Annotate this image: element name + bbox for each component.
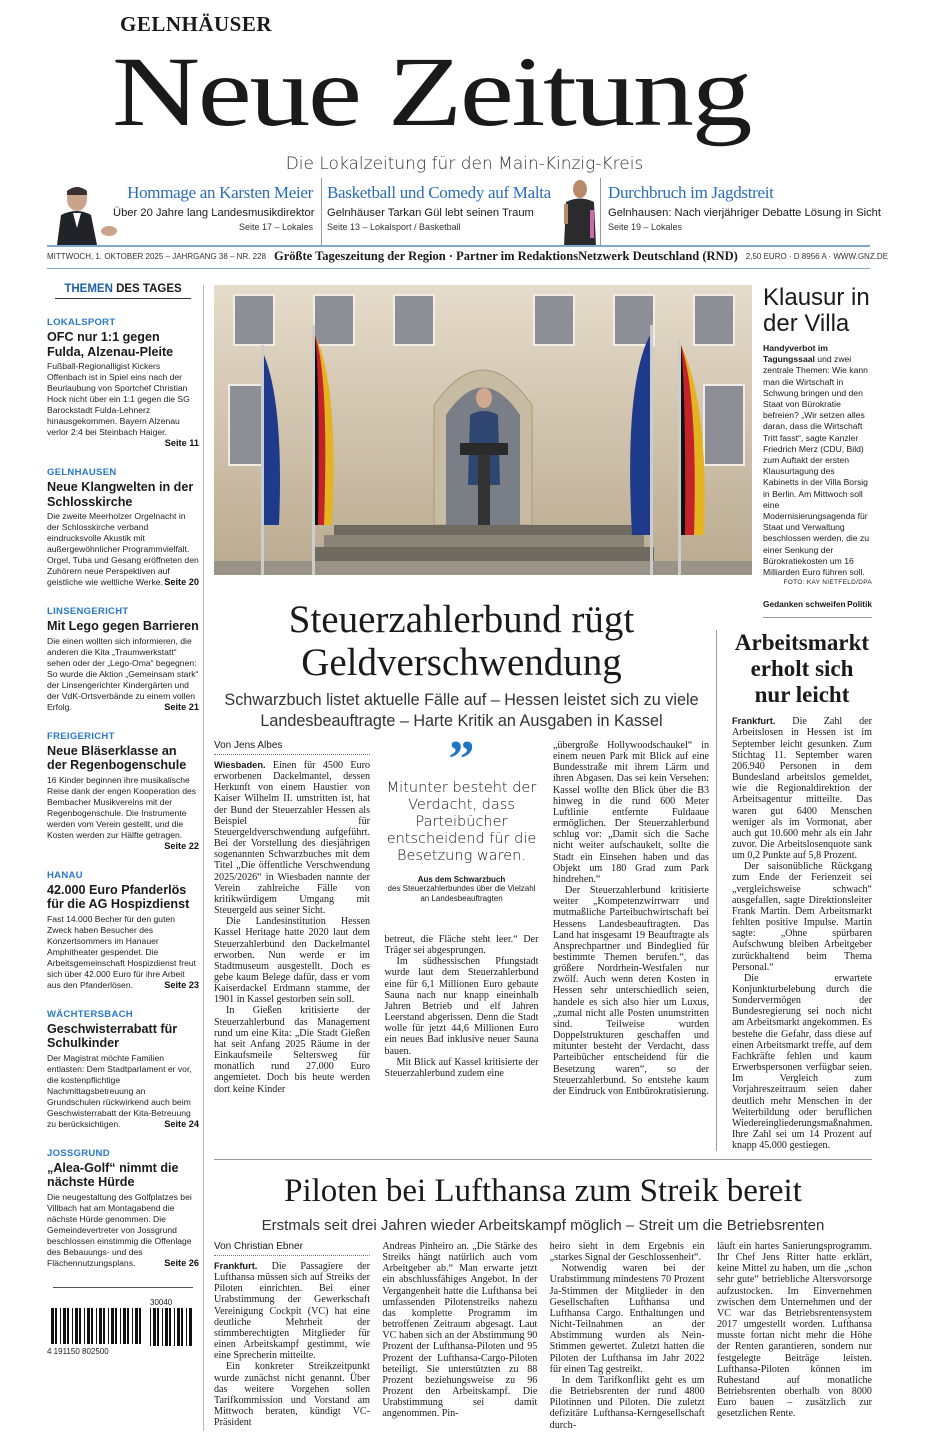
paragraph: betreut, die Fläche steht leer.“ Der Träger sei abgesprungen. <box>384 934 539 957</box>
lead-article <box>214 598 709 1097</box>
teaser-sub: Gelnhäuser Tarkan Gül lebt seinen Traum <box>327 207 534 219</box>
barcode-bar <box>75 1308 78 1344</box>
barcode-bar <box>162 1308 163 1346</box>
item-page[interactable]: Seite 20 <box>164 577 199 587</box>
teaser-headline[interactable]: Durchbruch im Jagdstreit <box>608 183 774 202</box>
item-page[interactable]: Seite 21 <box>164 701 199 712</box>
teaser-sub: Über 20 Jahre lang Landesmusikdirektor <box>113 207 315 219</box>
barcode-bar <box>132 1308 133 1344</box>
strike-column-2 <box>382 1241 537 1420</box>
teaser-headline[interactable]: Hommage an Karsten Meier <box>127 183 313 202</box>
lead-photo[interactable] <box>214 285 752 575</box>
teaser-photo-guel <box>560 178 598 246</box>
barcode-number: 4 191150 802500 <box>47 1346 109 1356</box>
paragraph: Notwendig waren bei der Urabstimmung mindestens 70 Prozent Ja-Stimmen der Mitglieder in den Gesellschaften Lufthansa und Lufthansa Cargo. Enthaltungen und Nicht-Teilnahmen an der Abstimmung wurden als Nein-Stimmen gewertet. Zuletzt hatten die Piloten der Lufthansa im Jahr 2022 für einen Tag gestreikt. <box>549 1263 705 1375</box>
divider <box>203 285 204 1431</box>
paragraph: Ein konkreter Streikzeitpunkt wurde zunächst nicht genannt. Über das weitere Vorgehen sollen Tarifkommission und Vorstand am Mittwoch beraten, kündigt VC-Präsident <box>214 1361 370 1429</box>
barcode-bar <box>123 1308 126 1344</box>
photo-story <box>763 285 872 618</box>
divider <box>600 178 601 246</box>
teaser-page: Seite 13 – Lokalsport / Basketball <box>327 222 461 232</box>
teaser-2[interactable] <box>327 183 557 245</box>
footer-section[interactable]: Politik <box>847 599 872 610</box>
item-text: Fußball-Regionalligist Kickers Offenbach ist in Spiel eins nach der Beurlaubung von Sportchef Christian Hock nicht über ein 1:1 gegen die SG Barockstadt Fulda-Lehnerz hinausgekommen. Bayern Alzenau verlor 2:4 bei Steinbach Haiger. Seite 11 <box>47 361 199 448</box>
labor-headline[interactable]: Arbeitsmarkt erholt sich nur leicht <box>734 630 870 708</box>
masthead-title: Neue Zeitung <box>112 36 751 147</box>
person-photo-icon <box>47 183 120 245</box>
barcode-bar <box>139 1308 141 1344</box>
barcode-bar <box>72 1308 73 1344</box>
barcode-bar <box>153 1308 156 1346</box>
barcode-bar <box>174 1308 175 1346</box>
barcode-bar <box>165 1308 168 1346</box>
info-bar <box>47 249 889 264</box>
rule <box>47 268 870 269</box>
barcode-bar <box>177 1308 180 1346</box>
labor-column <box>732 716 872 1151</box>
paragraph: Die Landesinstitution Hessen Kassel Heritage hatte 2020 laut dem Steuerzahlerbund den Dackelmantel erworben. Nun werde er im Stadtmuseum ausgestellt. Doch es gebe kaum Belege dafür, dass er vom Kaiserdackel Erdmann stamme, der 1901 in Kassel gestorben sein soll. <box>214 916 370 1006</box>
item-text: Fast 14.000 Becher für den guten Zweck haben Besucher des Konzertsommers im Hanauer Amphitheater gespendet. Die Arbeitsgemeinschaft Hospizdienst freut sich über 42.000 Euro für ihre Arbeit aus den Pfanderlösen. Seite 23 <box>47 913 199 990</box>
teaser-headline[interactable]: Basketball und Comedy auf Malta <box>327 183 551 202</box>
item-kicker: FREIGERICHT <box>47 730 115 742</box>
sidebar-item[interactable] <box>47 467 199 588</box>
paragraph: In dem Tarifkonflikt geht es um die Betriebsrenten der rund 4800 Pilotinnen und Piloten. Die zuletzt defizitäre Lufthansa-Kerngesellschaft durch- <box>549 1374 705 1431</box>
person-photo-icon <box>560 178 598 246</box>
photo-story-lead: Handyverbot im Tagungssaal <box>763 343 828 365</box>
teaser-photo-meier <box>47 183 120 245</box>
masthead-slogan: Die Lokalzeitung für den Main-Kinzig-Kreis <box>285 154 644 174</box>
lead-column-1 <box>214 740 370 1095</box>
paragraph: In Gießen kritisierte der Steuerzahlerbund das Management rund um eine Kita: „Die Stadt Gießen hat seit Anfang 2025 Räume in der Einkaufsmeile Seltersweg für monatlich rund 27.000 Euro angemietet. Doch bis heute werden dort keine Kinder <box>214 1005 370 1095</box>
lead-headline[interactable]: Steuerzahlerbund rügt Geldverschwendung <box>288 598 635 684</box>
paragraph: Wiesbaden. Einen für 4500 Euro erworbenen Dackelmantel, dessen Herkunft von einem Haustier von Kaiser Wilhelm II. umstritten ist, hat der Bund der Steuerzahler Hessen als Beispiel für Steuergeldverschwendung aufgeführt. Bei der Vorstellung des diesjährigen sogenannten Schwarzbuches mit dem Titel „Die öffentliche Verschwendung 2025/2026“ in Wiesbaden nannte der Verein zahlreiche Fälle von kritikwürdigem Umgang mit Steuergeld aus seiner Sicht. <box>214 760 370 917</box>
quote-mark-icon: ” <box>448 731 475 788</box>
barcode-bar <box>127 1308 129 1344</box>
item-headline[interactable]: 42.000 Euro Pfanderlös für die AG Hospizdienst <box>47 882 190 911</box>
price: 2,50 EURO · D 8956 A · WWW.GNZ.DE <box>745 252 889 261</box>
item-page[interactable]: Seite 23 <box>164 979 199 990</box>
strike-column-3 <box>550 1241 705 1431</box>
paragraph: Der saisonübliche Rückgang zum Ende der Ferienzeit sei „vergleichsweise schwach“ ausgefallen, sagte Direktionsleiter Frank Martin. Dem Arbeitsmarkt fehlten positive Impulse. Martin sagte: „Ohne spürbaren Aufschwung bleiben Arbeitgeber zurückhaltend beim Thema Personal.“ <box>732 861 872 973</box>
barcode-bar <box>79 1308 81 1344</box>
barcode-bar <box>169 1308 171 1346</box>
teaser-page: Seite 19 – Lokales <box>608 222 683 232</box>
item-page[interactable]: Seite 26 <box>164 1257 199 1268</box>
dateline: Frankfurt. <box>214 1261 258 1271</box>
barcode-bar <box>67 1308 69 1344</box>
barcode-bar <box>84 1308 85 1344</box>
strike-column-1 <box>214 1241 370 1428</box>
quote-source: Aus dem Schwarzbuch <box>417 875 506 884</box>
item-headline[interactable]: „Alea-Golf“ nimmt die nächste Hürde <box>47 1160 179 1189</box>
item-headline[interactable]: Geschwisterrabatt für Schulkinder <box>47 1021 178 1050</box>
barcode-bar <box>186 1308 187 1346</box>
item-text: 16 Kinder beginnen ihre musikalische Reise dank der engen Kooperation des Bembacher Musikvereins mit der Regenbogenschule. Die Instrumente werden vom Verein gestellt, und die Kosten werden zur Hälfte getragen. Seite 22 <box>47 774 199 851</box>
item-headline[interactable]: Mit Lego gegen Barrieren <box>47 619 199 633</box>
paragraph: läuft ein hartes Sanierungsprogramm. Ihr Chef Jens Ritter hatte erklärt, keine Mittel zu haben, um die „schon sehr gute“ betriebliche Altersvorsorge aufzustocken. Im Einvernehmen zwischen dem Unternehmen und der VC war das Betriebsrentensystem 2017 umgestellt worden. Lufthansa musste fortan nicht mehr die Höhe der Renten garantieren, sondern nur festgelegte Beiträge leisten. Lufthansa-Piloten können im Ruhestand auf monatliche Betriebsrenten oberhalb von 8000 Euro bauen – zusätzlich zur gesetzlichen Rente. <box>716 1241 872 1420</box>
labor-article <box>716 630 872 1151</box>
villa-photo-icon <box>214 285 752 575</box>
claim: Größte Tageszeitung der Region · Partner im RedaktionsNetzwerk Deutschland (RND) <box>274 249 738 263</box>
item-kicker: WÄCHTERSBACH <box>47 1008 133 1020</box>
barcode-bar <box>51 1308 54 1344</box>
item-text: Die neugestaltung des Golfplatzes bei Villbach hat am Montagabend die nächste Hürde genommen. Die Gemeindevertreter von Jossgrund beschlossen einstimmig die Offenlage des Bebauungs- und des Flächennutzungsplans. Seite 26 <box>47 1191 199 1268</box>
barcode-bar <box>55 1308 57 1344</box>
barcode-bar <box>87 1308 90 1344</box>
pull-quote <box>385 731 539 904</box>
photo-credit: FOTO: KAY NIETFELD/DPA <box>783 579 872 587</box>
item-kicker: LOKALSPORT <box>47 317 116 328</box>
rule <box>47 245 870 247</box>
dateline: Wiesbaden. <box>214 760 266 770</box>
barcode-bar <box>111 1308 114 1344</box>
item-page[interactable]: Seite 11 <box>164 438 199 448</box>
barcode-bar <box>96 1308 97 1344</box>
strike-subheadline: Erstmals seit drei Jahren wieder Arbeitskampf möglich – Streit um die Betriebsrenten <box>261 1217 825 1234</box>
strike-headline[interactable]: Piloten bei Lufthansa zum Streik bereit <box>284 1173 802 1209</box>
sidebar-item[interactable] <box>47 1148 199 1269</box>
teaser-page: Seite 17 – Lokales <box>238 222 313 232</box>
sidebar-themen <box>47 283 199 1356</box>
item-text: Die einen wollten sich informieren, die anderen die Kita „Traumwerkstatt“ sehen oder der „Lego-Oma“ begegnen: So wurde die Aktion „Gemeinsam stark“ der Linsengerichter Kindergärten und der VdK-Ortsverbände zu einem vollen Erfolg. Seite 21 <box>47 635 199 712</box>
teaser-1[interactable] <box>113 183 313 245</box>
item-headline[interactable]: Neue Klangwelten in der Schlosskirche <box>47 480 194 509</box>
sidebar-title-a: THEMEN <box>64 283 113 295</box>
footer-teaser[interactable]: Gedanken schweifen <box>763 599 846 610</box>
item-text: Die zweite Meerholzer Orgelnacht in der Schlosskirche verband eindrucksvolle Akustik mit außergewöhnlicher Programmvielfalt. Orgel, Tuba und Gesang eröffneten den Zuhörern neue Perspektiven auf geistliche wie weltliche Werke. Seite 20 <box>47 511 199 587</box>
barcode-bar <box>63 1308 66 1344</box>
item-kicker: GELNHAUSEN <box>47 467 117 478</box>
divider <box>321 178 322 246</box>
right-column <box>716 285 872 1151</box>
issue-date: MITTWOCH, 1. OKTOBER 2025 – JAHRGANG 38 – NR. 228 <box>47 252 267 261</box>
barcode <box>47 1297 197 1356</box>
barcode-bar <box>189 1308 192 1346</box>
byline: Von Christian Ebner <box>214 1241 370 1256</box>
sidebar-item[interactable] <box>47 731 199 852</box>
item-headline[interactable]: Neue Bläserklasse an der Regenbogenschule <box>47 743 187 772</box>
paragraph: Die erwartete Konjunkturbelebung durch die Sondervermögen der Bundesregierung sei noch nicht am Arbeitsmarkt angekommen. Es bestehe die Gefahr, dass diese auf einen Arbeitsmarkt treffe, auf dem Fachkräfte fehlen und kaum Erwerbspersonen verfügbar seien. Im Vergleich zum Vorjahreszeitraum seien daher deutlich mehr Menschen in der Weiterbildung oder beruflichen Wiedereingliederungsmaßnahmen. Ihre Zahl sei um 14 Prozent auf knapp 45.000 gestiegen. <box>732 972 873 1152</box>
paragraph: Der Steuerzahlerbund kritisierte weiter „Kompetenzwirrwarr und mutmaßliche Parteibuchwirtschaft bei Hessens Landesbeauftragten. Das Land hat insgesamt 19 Beauftragte als Ansprechpartner und Bindeglied für bestimmte Themen berufen.“, das größere Nordrhein-Westfalen nur zwölf. Auch wenn deren Kosten in Hessen sehr unterschiedlich seien, handele es sich also hier um Luxus, „zumal nicht alle Posten unumstritten sind. Teilweise wurden Doppelstrukturen geschaffen und mitunter besteht der Verdacht, dass Parteibücher entscheidend für die Besetzung waren“, so der Steuerzahlerbund. So entstehe kaum der Eindruck von Entbürokratisierung. <box>553 885 709 1097</box>
strike-article <box>214 1159 872 1431</box>
barcode-bar <box>115 1308 117 1344</box>
barcode-bar <box>150 1308 151 1346</box>
byline: Von Jens Albes <box>214 740 370 755</box>
sidebar-item[interactable] <box>47 1009 199 1130</box>
photo-story-text <box>763 343 872 578</box>
paragraph: „übergroße Hollywoodschaukel“ in einem neuen Park mit Blick auf eine Bundesstraße mit ihrem Lärm und ihren Abgasen. Das sei kein Versehen: Kassel wollte den Blick über die B3 hinweg in die rund 600 Meter Luftlinie entfernte Fuldaaue ermöglichen. Der Steuerzahlerbund schlug vor: „Damit sich die Sache nicht weiter aufschaukelt, sollte die Stadt ein Einsehen haben und das Objekt um 180 Grad zum Park hindrehen.“ <box>553 740 709 885</box>
item-kicker: JOSSGRUND <box>47 1147 110 1159</box>
sidebar-item[interactable] <box>47 870 199 991</box>
barcode-bar <box>108 1308 109 1344</box>
barcode-bar <box>91 1308 93 1344</box>
sidebar-item[interactable] <box>47 606 199 713</box>
barcode-bar <box>103 1308 105 1344</box>
barcode-addon: 30040 <box>150 1297 173 1307</box>
barcode-bar <box>157 1308 159 1346</box>
item-kicker: LINSENGERICHT <box>47 606 129 617</box>
sidebar-title-b: DES TAGES <box>112 283 182 295</box>
lead-column-2 <box>384 731 539 1079</box>
paragraph: Frankfurt. Die Passagiere der Lufthansa müssen sich auf Streiks der Piloten einrichten. Bei einer Urabstimmung der Gewerkschaft Vereinigung Cockpit (VC) hat eine deutliche Mehrheit der stimmberechtigten Mitglieder für einen Arbeitskampf gestimmt, wie eine Sprecherin mitteilte. <box>214 1261 370 1362</box>
paragraph: heiro sieht in dem Ergebnis ein „starkes Signal der Geschlossenheit“. <box>549 1241 705 1264</box>
lead-subheadline: Schwarzbuch listet aktuelle Fälle auf – Hessen leistet sich zu viele Landesbeauftragte – Harte Kritik an Ausgaben in Kassel <box>224 691 699 730</box>
item-headline[interactable]: OFC nur 1:1 gegen Fulda, Alzenau-Pleite <box>47 330 174 359</box>
barcode-icon <box>47 1308 197 1346</box>
paragraph: Andreas Pinheiro an. „Die Stärke des Streiks hängt natürlich auch vom Arbeitgeber ab.“ Man erwarte jetzt ein abschlussfähiges Angebot. In der Vergangenheit hatte die Lufthansa bei umfassenden Pilotenstreiks nahezu das komplette Programm im betroffenen Zeitraum abgesagt. Laut VC haben sich an der Abstimmung 90 Prozent der Lufthansa-Piloten und 95 Prozent der Lufthansa-Cargo-Piloten beteiligt. Sie unterstützten zu 88 Prozent beziehungsweise zu 96 Prozent den Arbeitskampf. Die Urabstimmung sei damit angenommen. Pin- <box>382 1241 538 1420</box>
quote-text: Mitunter besteht der Verdacht, dass Parteibücher entscheidend für die Besetzung waren. <box>386 780 537 864</box>
lead-column-3 <box>553 740 709 1097</box>
teaser-3[interactable] <box>608 183 882 245</box>
photo-story-headline[interactable]: Klausur in der Villa <box>763 284 870 337</box>
paragraph: Frankfurt. Die Zahl der Arbeitslosen in Hessen ist im September leicht gesunken. Zum Stichtag 11. September waren 206.940 Personen in dem Bundesland arbeitslos gemeldet, wie die Regionaldirektion der Arbeitsagentur mitteilte. Das waren gut 6400 Menschen weniger als im Vormonat, aber auch gut 10.600 mehr als ein Jahr zuvor. Die Arbeitslosenquote sank um 0,2 Punkte auf 5,8 Prozent. <box>732 716 872 862</box>
sidebar-title <box>55 283 191 299</box>
quote-source-sub: des Steuerzahlerbundes über die Vielzahl an Landesbeauftragten <box>387 884 536 903</box>
item-kicker: HANAU <box>47 869 83 881</box>
sidebar-item[interactable] <box>47 317 199 449</box>
paragraph: Mit Blick auf Kassel kritisierte der Steuerzahlerbund zudem eine <box>384 1056 539 1079</box>
barcode-bar <box>60 1308 61 1344</box>
barcode-bar <box>120 1308 121 1344</box>
item-page[interactable]: Seite 22 <box>164 840 199 851</box>
paragraph: Im südhessischen Pfungstadt wurde laut dem Steuerzahlerbund eine für 6,1 Millionen Euro gebaute Sauna nach nur knapp eineinhalb Jahren Betrieb und elf Jahren Leerstand abgerissen. Denn die Stadt wolle für jetzt 44,6 Millionen Euro ein neues Bad inklusive neuer Sauna bauen. <box>384 956 539 1057</box>
masthead-kicker: GELNHÄUSER <box>120 12 273 36</box>
rule <box>53 1287 193 1288</box>
item-page[interactable]: Seite 24 <box>164 1118 199 1129</box>
photo-story-body: und zwei zentrale Themen: Wie kann man die Wirtschaft in Schwung bringen und den Staat von Bürokratie befreien? „Wir setzen alles daran, dass die Wirtschaft Tritt fasst“, sagte Kanzler Friedrich Merz (CDU, Bild) zum Auftakt der ersten Klausurtagung des Kabinetts in der Villa Borsig in Berlin. Am Mittwoch soll eine Modernisierungsagenda für Staat und Verwaltung beschlossen werden, die zu einer Senkung der Bürokratiekosten um 16 Milliarden Euro führen soll. <box>763 354 870 578</box>
barcode-bar <box>135 1308 138 1344</box>
strike-column-4 <box>717 1241 872 1420</box>
teaser-sub: Gelnhausen: Nach vierjähriger Debatte Lösung in Sicht <box>608 207 882 219</box>
barcode-bar <box>99 1308 102 1344</box>
dateline: Frankfurt. <box>732 716 776 727</box>
photo-story-footer[interactable] <box>763 599 872 618</box>
rule <box>214 1159 872 1160</box>
barcode-bar <box>181 1308 183 1346</box>
item-text: Der Magistrat möchte Familien entlasten: Dem Stadtparlament er vor, die kostenpflichtige Nachmittagsbetreuung an Grundschulen rückwirkend auch beim Geschwisterrabatt der Kita-Betreuung zu berücksichtigen. Seite 24 <box>47 1052 199 1129</box>
